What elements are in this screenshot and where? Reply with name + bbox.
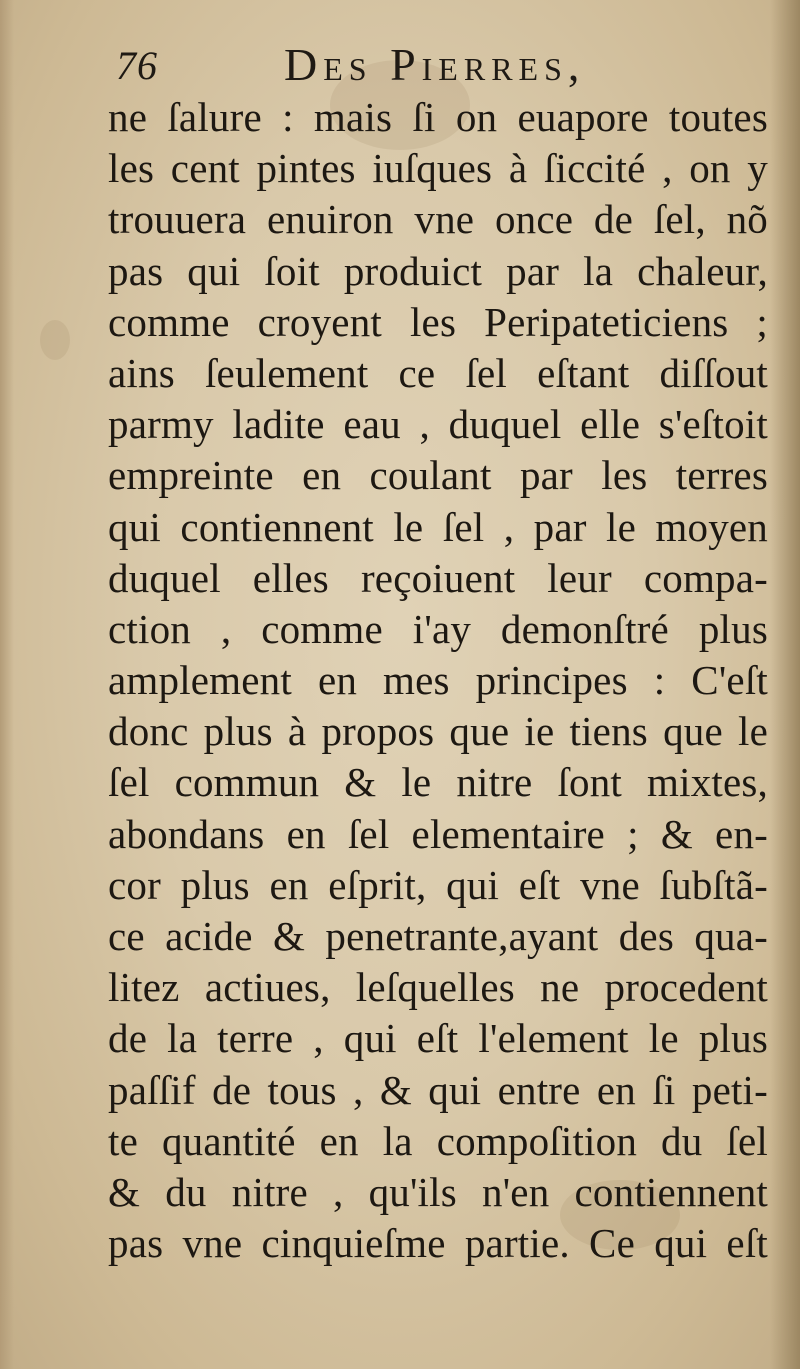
text-line: qui contiennent le ſel , par le moyen: [108, 503, 768, 550]
text-line: comme croyent les Peripateticiens ;: [108, 298, 768, 345]
text-line: ains ſeulement ce ſel eſtant diſſout: [108, 349, 768, 396]
paper-stain: [40, 320, 70, 360]
text-line: abondans en ſel elementaire ; & en-: [108, 810, 768, 857]
body-text: [108, 92, 768, 1269]
text-line: litez actiues, leſquelles ne procedent: [108, 964, 768, 1011]
text-line: te quantité en la compoſition du ſel: [108, 1117, 768, 1164]
running-title: Des Pierres,: [284, 39, 586, 90]
text-line: paſſif de tous , & qui entre en ſi peti-: [108, 1066, 768, 1113]
text-line: de la terre , qui eſt l'element le plus: [108, 1015, 768, 1062]
text-line: ce acide & penetrante,ayant des qua-: [108, 913, 768, 959]
text-line: pas qui ſoit produict par la chaleur,: [108, 247, 768, 294]
page-number: 76: [116, 43, 158, 88]
text-line: ne ſalure : mais ſi on euapore toutes: [108, 94, 768, 140]
text-line: pas vne cinquieſme partie. Ce qui eſt: [108, 1220, 768, 1267]
text-line: duquel elles reçoiuent leur compa-: [108, 554, 768, 601]
text-line: les cent pintes iuſques à ſiccité , on y: [108, 145, 768, 192]
text-line: & du nitre , qu'ils n'en contiennent: [108, 1168, 768, 1215]
text-line: amplement en mes principes : C'eſt: [108, 657, 768, 704]
running-head: [116, 38, 656, 94]
text-line: cor plus en eſprit, qui eſt vne ſubſtã-: [108, 861, 768, 908]
text-line: donc plus à propos que ie tiens que le: [108, 708, 768, 755]
text-line: empreinte en coulant par les terres: [108, 452, 768, 499]
text-line: trouuera enuiron vne once de ſel, nõ: [108, 196, 768, 243]
text-line: parmy ladite eau , duquel elle s'eſtoit: [108, 401, 768, 448]
text-line: ction , comme i'ay demonſtré plus: [108, 605, 768, 652]
text-line: ſel commun & le nitre ſont mixtes,: [108, 759, 768, 806]
